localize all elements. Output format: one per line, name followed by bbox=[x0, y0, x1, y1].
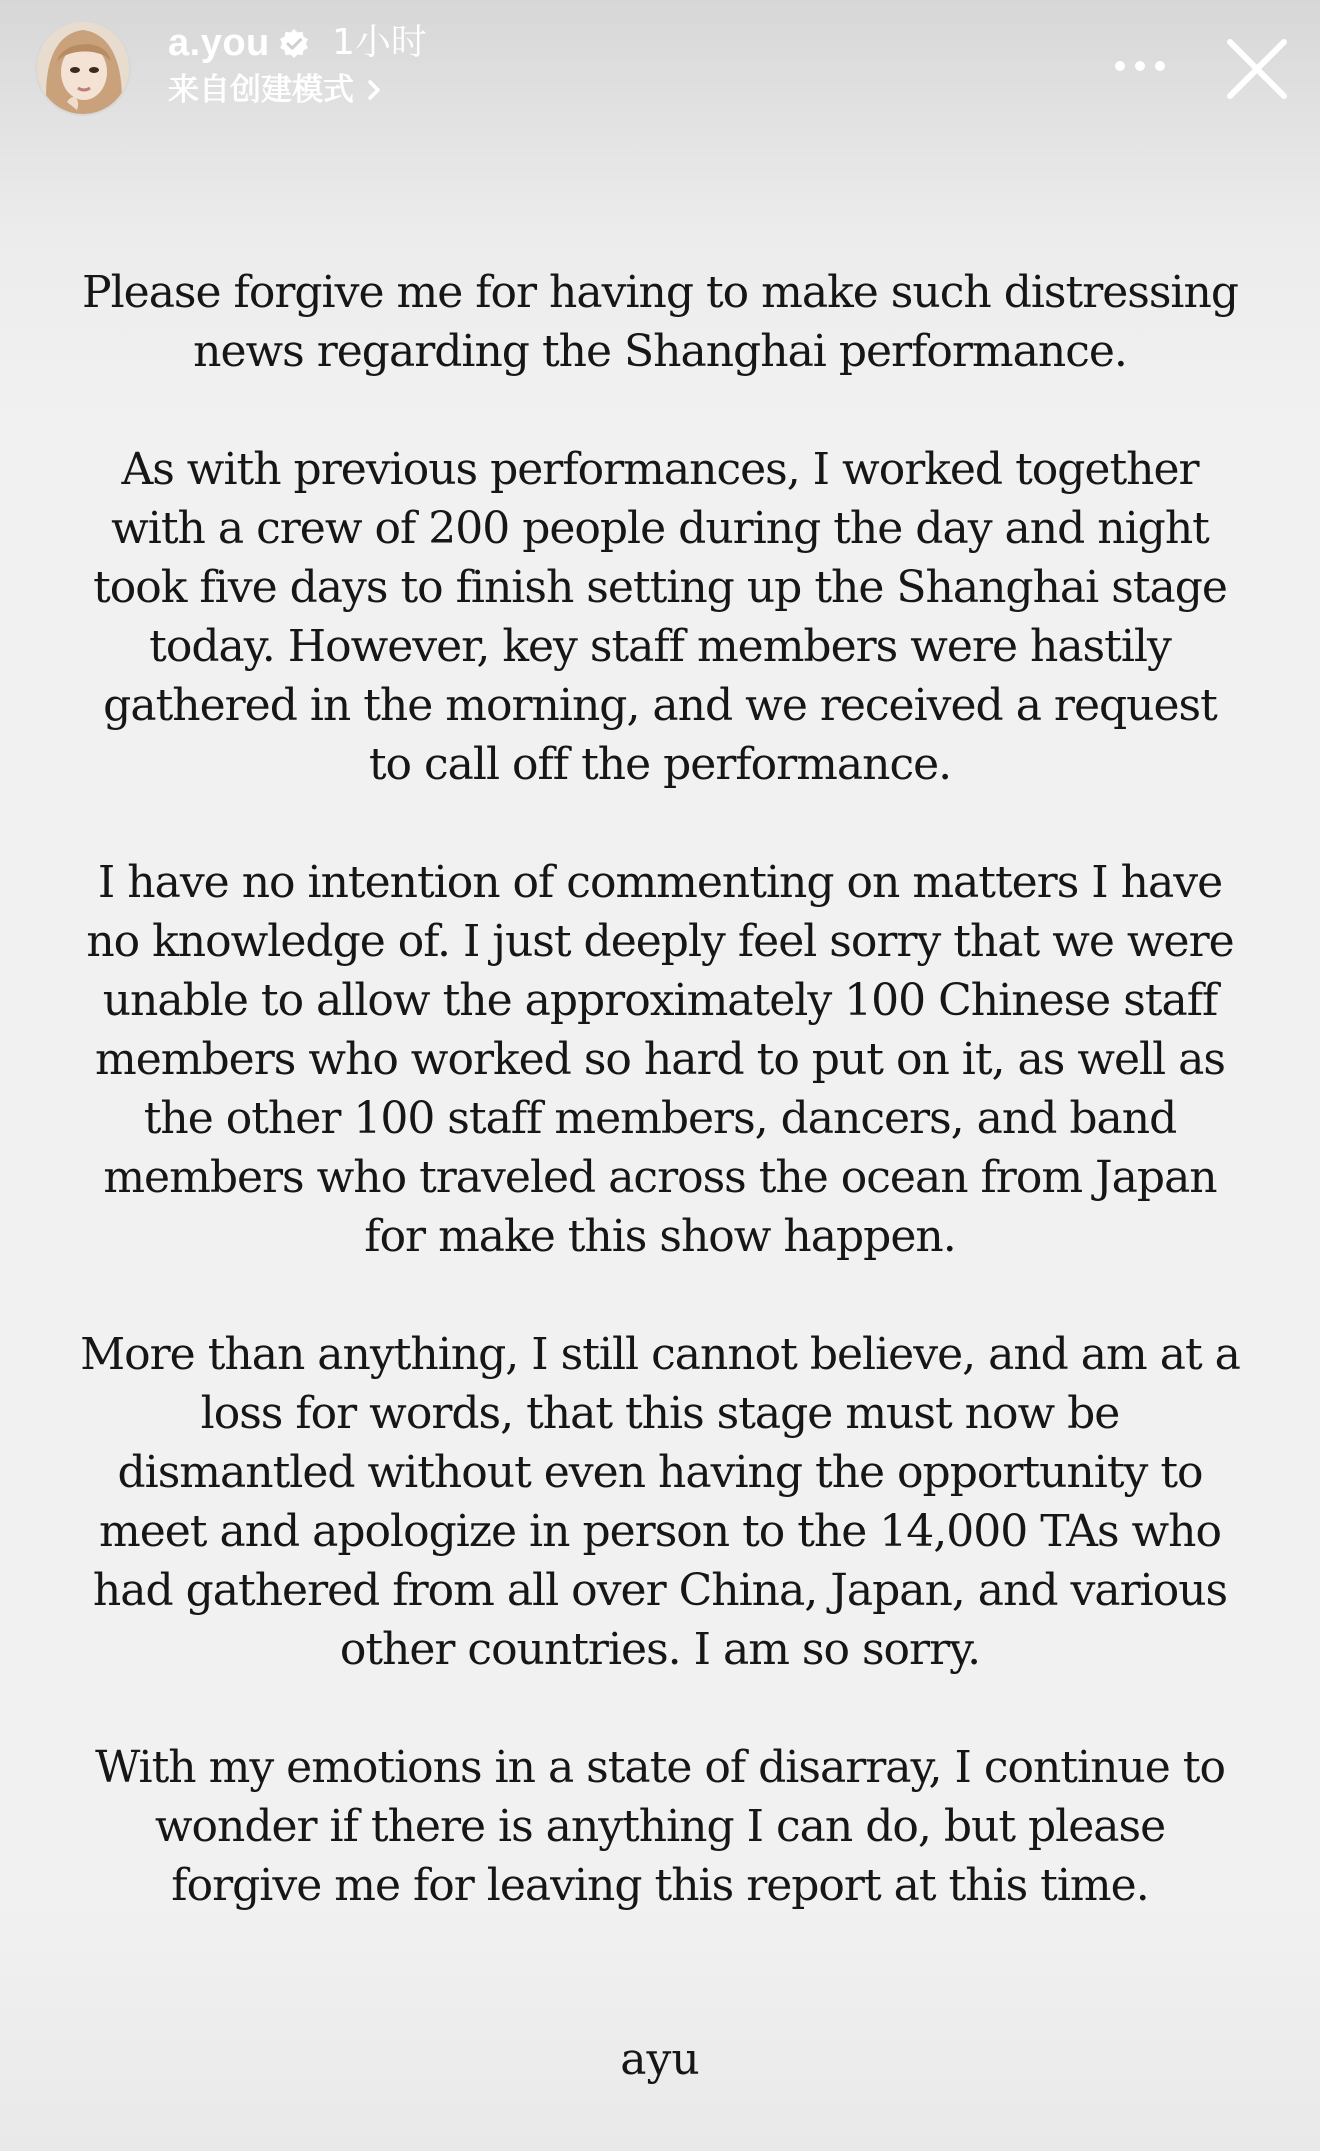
avatar-image bbox=[37, 22, 129, 114]
story-paragraph: More than anything, I still cannot believe, and am at a loss for words, that this stage must now be dismantled without even having the opportunity to meet and apologize in person to the 14,000 TAs who had gathered from all over China, Japan, and various other countries. I am so sorry. bbox=[80, 1329, 1240, 1675]
create-mode-link[interactable] bbox=[168, 70, 386, 110]
chevron-right-icon bbox=[364, 75, 386, 105]
story-text bbox=[80, 263, 1240, 1974]
post-time: 1小时 bbox=[332, 22, 427, 63]
username[interactable]: a.you bbox=[168, 22, 270, 64]
story-paragraph: Please forgive me for having to make such distressing news regarding the Shanghai performance. bbox=[81, 267, 1238, 377]
create-mode-label: 来自创建模式 bbox=[168, 72, 354, 108]
story-paragraph: I have no intention of commenting on matters I have no knowledge of. I just deeply feel sorry that we were unable to allow the approximately 100 Chinese staff members who worked so hard to put on it, as well as the other 100 staff members, dancers, and band members who traveled across the ocean from Japan for make this show happen. bbox=[86, 857, 1234, 1262]
story-paragraph: As with previous performances, I worked together with a crew of 200 people during the day and night took five days to finish setting up the Shanghai stage today. However, key staff members were hastily gathered in the morning, and we received a request to call off the performance. bbox=[93, 444, 1227, 790]
more-horizontal-icon[interactable] bbox=[1110, 44, 1170, 88]
story-paragraph: With my emotions in a state of disarray, I continue to wonder if there is anything I can do, but please forgive me for leaving this report at this time. bbox=[95, 1742, 1225, 1911]
close-icon[interactable] bbox=[1222, 34, 1292, 104]
avatar[interactable] bbox=[35, 20, 131, 116]
story-header bbox=[0, 0, 1320, 140]
verified-badge-icon bbox=[278, 28, 310, 60]
signature: ayu bbox=[620, 2034, 700, 2085]
